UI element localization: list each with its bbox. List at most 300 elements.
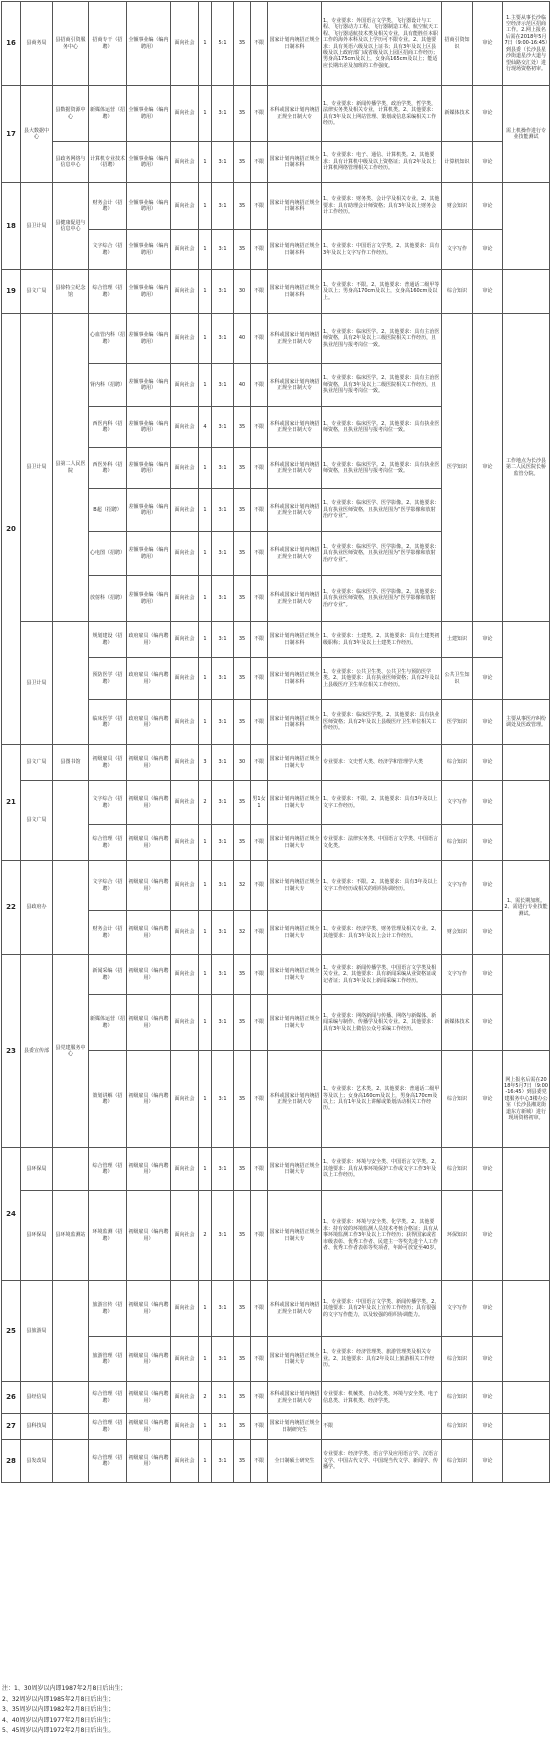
footnote-1: 注：1、30周岁以内即1987年2月8日后出生； [2, 1685, 127, 1692]
cell-exam: 新媒体技术 [442, 995, 473, 1051]
cell-target: 面向社会 [171, 911, 199, 955]
cell-num: 3 [199, 745, 212, 781]
cell-nature: 初级雇员（编内聘用） [127, 995, 171, 1051]
cell-req: 1、专业要求：新闻传播学类、中国语言文学类及相关专业。2、其他要求：具有新闻采编从业资格证或记者证；具有3年及以上新闻采编工作经历。 [322, 955, 442, 995]
cell-num: 1 [199, 1281, 212, 1337]
cell-post: 规划建设（招聘） [89, 622, 127, 658]
cell-ratio: 5:1 [212, 2, 234, 86]
cell-post: 文字综合（招聘） [89, 781, 127, 825]
cell-req: 1、专业要求：公共卫生类、公共卫生与预防医学类。2、其他要求：具有执业医师资格；具有2年及以上县级医疗卫生单位相关工作经历。 [322, 658, 442, 700]
cell-remark: 1、需长期加班。2、需进行专业技能测试。 [503, 861, 550, 955]
cell-ratio: 3:1 [212, 270, 234, 314]
cell-age: 40 [234, 364, 251, 407]
cell-post: 综合管理（招聘） [89, 1440, 127, 1483]
table-row [2, 622, 550, 658]
cell-exam: 综合知识 [442, 1382, 473, 1414]
cell-req: 不限 [322, 1414, 442, 1440]
cell-edu: 本科或国家计划内统招正规全日制大专 [268, 314, 322, 364]
cell-num: 1 [199, 1414, 212, 1440]
cell-nature: 初级雇员（编内聘用） [127, 1382, 171, 1414]
table-row [2, 1440, 550, 1483]
cell-method: 审论 [473, 1440, 503, 1483]
cell-req: 1、专业要求：经济管理类、旅游管理类及相关专业。2、其他要求：具有2年及以上旅游相关工作经历。 [322, 1337, 442, 1382]
cell-nature: 初级雇员（编内聘用） [127, 745, 171, 781]
cell-dept: 县科技局 [21, 1414, 53, 1440]
cell-edu: 国家计划内统招正规全日制大专 [268, 1191, 322, 1281]
cell-dept: 县发改局 [21, 1440, 53, 1483]
cell-target: 面向社会 [171, 1281, 199, 1337]
cell-nature: 差额事业编（编内聘用） [127, 407, 171, 448]
cell-gender: 不限 [251, 1337, 268, 1382]
cell-num: 1 [199, 142, 212, 183]
cell-post: 新媒体运营（招聘） [89, 86, 127, 142]
cell-post: 旅游宣传（招聘） [89, 1281, 127, 1337]
cell-post: 招商专干（招聘） [89, 2, 127, 86]
cell-req: 1、专业要求：环境与安全类、中国语言文学类。2、其他要求：具有从事环境保护工作或文字工作3年及以上工作经历。 [322, 1148, 442, 1191]
cell-target: 面向社会 [171, 781, 199, 825]
cell-nature: 初级雇员（编内聘用） [127, 1414, 171, 1440]
job-table [1, 1, 550, 1483]
cell-unit: 县健康促进与信息中心 [53, 183, 89, 270]
cell-method: 审论 [473, 622, 503, 658]
cell-method: 审论 [473, 1414, 503, 1440]
cell-edu: 本科或国家计划内统招正规全日制大专 [268, 1382, 322, 1414]
cell-num: 1 [199, 861, 212, 911]
cell-seq: 19 [2, 270, 21, 314]
cell-age: 30 [234, 270, 251, 314]
cell-ratio: 3:1 [212, 1382, 234, 1414]
cell-exam: 财会知识 [442, 183, 473, 230]
cell-num: 1 [199, 2, 212, 86]
cell-gender: 不限 [251, 532, 268, 576]
cell-edu: 国家计划内统招正规全日制大专 [268, 995, 322, 1051]
cell-target: 面向社会 [171, 489, 199, 532]
cell-gender: 不限 [251, 142, 268, 183]
cell-ratio: 3:1 [212, 532, 234, 576]
cell-gender: 不限 [251, 1414, 268, 1440]
cell-dept: 县环保局 [21, 1148, 53, 1191]
cell-target: 面向社会 [171, 142, 199, 183]
cell-target: 面向社会 [171, 955, 199, 995]
footnote-4: 4、40周岁以内即1977年2月8日后出生； [2, 1716, 115, 1724]
cell-req: 1、专业要求：网络新闻与传播、网络与新媒体、新闻采编与制作、传播学及相关专业。2、其他要求：具有3年及以上微信公众号采编工作经历。 [322, 995, 442, 1051]
cell-gender: 不限 [251, 489, 268, 532]
cell-num: 2 [199, 781, 212, 825]
cell-target: 面向社会 [171, 825, 199, 861]
cell-exam: 综合知识 [442, 745, 473, 781]
table-row [2, 314, 550, 364]
cell-age: 35 [234, 955, 251, 995]
cell-gender: 不限 [251, 407, 268, 448]
cell-edu: 本科或国家计划内统招正规全日制大专 [268, 1281, 322, 1337]
cell-exam: 文字写作 [442, 861, 473, 911]
cell-req: 1、专业要求：临床医学、医学影像。2、其他要求：具有执业医师资格，且执业范围为“医学影像和放射治疗专业”。 [322, 576, 442, 622]
cell-exam: 综合知识 [442, 1440, 473, 1483]
cell-post: 策划讲解（招聘） [89, 1051, 127, 1148]
cell-num: 1 [199, 1440, 212, 1483]
cell-nature: 差额事业编（编内聘用） [127, 448, 171, 489]
cell-edu: 本科或国家计划内统招正规全日制大专 [268, 86, 322, 142]
cell-edu: 国家计划内统招正规全日制大专 [268, 825, 322, 861]
cell-req: 专业要求：文史哲大类、经济学和管理学大类 [322, 745, 442, 781]
cell-target: 面向社会 [171, 448, 199, 489]
cell-exam: 文字写作 [442, 955, 473, 995]
cell-edu: 国家计划内统招正规全日制本科 [268, 230, 322, 270]
cell-unit: 县第二人民医院 [53, 314, 89, 622]
cell-gender: 不限 [251, 658, 268, 700]
cell-remark [503, 1414, 550, 1440]
cell-ratio: 3:1 [212, 995, 234, 1051]
cell-remark [503, 622, 550, 700]
cell-edu: 国家计划内统招正规全日制本科 [268, 700, 322, 745]
cell-nature: 初级雇员（编内聘用） [127, 911, 171, 955]
cell-nature: 全额事业编（编内聘用） [127, 2, 171, 86]
cell-nature: 初级雇员（编内聘用） [127, 1191, 171, 1281]
cell-post: 计算机专业技术（招聘） [89, 142, 127, 183]
cell-num: 1 [199, 448, 212, 489]
cell-req: 1、专业要求：临床医学、医学影像。2、其他要求：具有执业医师资格，且执业范围为“医学影像和放射治疗专业”。 [322, 532, 442, 576]
cell-nature: 全额事业编（编内聘用） [127, 142, 171, 183]
cell-post: 财务会计（招聘） [89, 183, 127, 230]
cell-ratio: 3:1 [212, 448, 234, 489]
cell-ratio: 3:1 [212, 1440, 234, 1483]
cell-gender: 不限 [251, 1191, 268, 1281]
cell-nature: 全额事业编（编内聘用） [127, 183, 171, 230]
cell-age: 35 [234, 1191, 251, 1281]
cell-age: 35 [234, 489, 251, 532]
cell-num: 4 [199, 407, 212, 448]
cell-unit: 县图书馆 [53, 745, 89, 781]
cell-exam: 环保知识 [442, 1191, 473, 1281]
cell-post: 初级雇员（招聘） [89, 745, 127, 781]
cell-num: 1 [199, 364, 212, 407]
cell-age: 35 [234, 781, 251, 825]
cell-unit: 县招商引资服务中心 [53, 2, 89, 86]
cell-method: 审论 [473, 142, 503, 183]
cell-remark: 主要从事医疗纠纷调处及医政管理。 [503, 700, 550, 745]
cell-ratio: 3:1 [212, 364, 234, 407]
cell-req: 1、专业要求：不限。2、其他要求：具有3年及以上文字工作经历或相关的组织协调经历。 [322, 861, 442, 911]
cell-gender: 男1女1 [251, 781, 268, 825]
cell-gender: 不限 [251, 1148, 268, 1191]
cell-gender: 不限 [251, 861, 268, 911]
cell-req: 1、专业要求：环境与安全类、化学类。2、其他要求：持有效的环境监测人员技术考核合格证；具有从事环境监测工作3年及以上工作经历；获得国家或省市级表彰、优秀工作者、民建主一等奖先进个人工作者、优秀工作者表彰等奖项者，年龄可放宽至40岁。 [322, 1191, 442, 1281]
table-row [2, 1148, 550, 1191]
cell-post: 心血管内科（招聘） [89, 314, 127, 364]
cell-num: 1 [199, 489, 212, 532]
cell-dept: 县卫计局 [21, 314, 53, 622]
cell-method: 审论 [473, 861, 503, 911]
cell-nature: 初级雇员（编内聘用） [127, 1051, 171, 1148]
cell-gender: 不限 [251, 995, 268, 1051]
cell-method: 审论 [473, 2, 503, 86]
cell-req: 1、专业要求：临床医学、医学影像。2、其他要求：具有执业医师资格，且执业范围为“医学影像和放射治疗专业”。 [322, 489, 442, 532]
cell-post: 综合管理（招聘） [89, 270, 127, 314]
cell-ratio: 3:1 [212, 314, 234, 364]
cell-method: 审论 [473, 1382, 503, 1414]
cell-req: 专业要求：经济学类、语言学及应用语言学、汉语言文学、中国古代文学、中国现当代文学、新闻学、传播学。 [322, 1440, 442, 1483]
cell-age: 30 [234, 745, 251, 781]
cell-age: 40 [234, 314, 251, 364]
cell-ratio: 3:1 [212, 576, 234, 622]
cell-method: 审论 [473, 781, 503, 825]
cell-num: 1 [199, 1337, 212, 1382]
cell-ratio: 3:1 [212, 622, 234, 658]
cell-age: 35 [234, 1281, 251, 1337]
cell-req: 1、专业要求：临床医学。2、其他要求：具有执业医师资格，且执业范围与报考岗位一致。 [322, 407, 442, 448]
cell-seq: 26 [2, 1382, 21, 1414]
cell-remark [503, 781, 550, 861]
cell-method: 审论 [473, 995, 503, 1051]
cell-nature: 全额事业编（编内聘用） [127, 86, 171, 142]
cell-req: 1、专业要求：临床医学。2、其他要求：具有执业医师资格，且执业范围与报考岗位一致。 [322, 448, 442, 489]
cell-ratio: 3:1 [212, 1414, 234, 1440]
cell-exam: 综合知识 [442, 1051, 473, 1148]
cell-req: 1、专业要求：中国语言文学类。2、其他要求：具有3年及以上文字写作工作经历。 [322, 230, 442, 270]
cell-target: 面向社会 [171, 1051, 199, 1148]
cell-method: 审论 [473, 700, 503, 745]
cell-seq: 16 [2, 2, 21, 86]
cell-nature: 全额事业编（编内聘用） [127, 230, 171, 270]
cell-num: 1 [199, 183, 212, 230]
table-row [2, 86, 550, 142]
table-row [2, 955, 550, 995]
table-row [2, 2, 550, 86]
cell-ratio: 3:1 [212, 955, 234, 995]
cell-req: 1、专业要求：经济学类、财务管理及相关专业。2、其他要求：具有3年及以上会计工作经历。 [322, 911, 442, 955]
cell-dept: 县文广局 [21, 745, 53, 781]
cell-num: 1 [199, 314, 212, 364]
cell-unit [53, 1440, 89, 1483]
cell-ratio: 3:1 [212, 230, 234, 270]
cell-exam: 文字写作 [442, 781, 473, 825]
cell-num: 1 [199, 270, 212, 314]
cell-dept: 县文广局 [21, 270, 53, 314]
cell-ratio: 3:1 [212, 1337, 234, 1382]
cell-seq: 17 [2, 86, 21, 183]
cell-num: 1 [199, 622, 212, 658]
cell-remark [503, 270, 550, 314]
table-row [2, 270, 550, 314]
table-row [2, 142, 550, 183]
cell-seq: 22 [2, 861, 21, 955]
cell-unit [53, 1414, 89, 1440]
cell-exam: 计算机知识 [442, 142, 473, 183]
cell-target: 面向社会 [171, 1337, 199, 1382]
cell-seq: 18 [2, 183, 21, 270]
cell-ratio: 3:1 [212, 1148, 234, 1191]
cell-edu: 国家计划内统招正规全日制研究生 [268, 1414, 322, 1440]
cell-req: 1、专业要求：外国语言文学类，飞行器设计与工程、飞行器动力工程、飞行器制造工程、航空航天工程、飞行器适航技术类及相关专业，具有能胜任本职工作的海外本科及以上学历可不限专业。2、其他要求：具有英语六级及以上证书；具有3年及以上区县级及以上政府部门或省级及以上园区招商工作经历；男身高175cm及以上，女身高165cm及以上；能适应长期出差及加班的工作强度。 [322, 2, 442, 86]
cell-unit: 县徐特立纪念馆 [53, 270, 89, 314]
cell-target: 面向社会 [171, 2, 199, 86]
footnote-3: 3、35周岁以内即1982年2月8日后出生； [2, 1706, 115, 1713]
document-page [0, 1, 550, 1746]
cell-ratio: 3:1 [212, 183, 234, 230]
cell-remark: 工作地点为长沙县第二人民医院长桥监管分院。 [503, 314, 550, 622]
cell-method: 审论 [473, 1281, 503, 1337]
cell-method: 审论 [473, 86, 503, 142]
cell-age: 35 [234, 230, 251, 270]
table-row [2, 183, 550, 230]
cell-edu: 本科或国家计划内统招正规全日制大专 [268, 1051, 322, 1148]
cell-edu: 本科或国家计划内统招正规全日制大专 [268, 576, 322, 622]
cell-edu: 本科或国家计划内统招正规全日制大专 [268, 407, 322, 448]
cell-age: 35 [234, 995, 251, 1051]
cell-target: 面向社会 [171, 700, 199, 745]
cell-gender: 不限 [251, 270, 268, 314]
cell-seq: 25 [2, 1281, 21, 1382]
cell-target: 面向社会 [171, 314, 199, 364]
cell-req: 1、专业要求：不限。2、其他要求：普通话二级甲等及以上；男身高170cm及以上，女身高160cm及以上。 [322, 270, 442, 314]
cell-edu: 国家计划内统招正规全日制本科 [268, 183, 322, 230]
cell-dept: 县卫计局 [21, 622, 53, 745]
cell-edu: 国家计划内统招正规全日制大专 [268, 781, 322, 825]
cell-target: 面向社会 [171, 364, 199, 407]
cell-post: 旅游管理（招聘） [89, 1337, 127, 1382]
cell-ratio: 3:1 [212, 825, 234, 861]
cell-edu: 国家计划内统招正规全日制大专 [268, 911, 322, 955]
cell-age: 35 [234, 142, 251, 183]
cell-dept: 县商务局 [21, 2, 53, 86]
cell-age: 35 [234, 825, 251, 861]
cell-age: 35 [234, 407, 251, 448]
cell-age: 35 [234, 1414, 251, 1440]
cell-req: 专业要求：法律实务类、中国语言文学类、中国语言文化类。 [322, 825, 442, 861]
cell-post: 综合管理（招聘） [89, 1148, 127, 1191]
cell-ratio: 3:1 [212, 861, 234, 911]
cell-exam: 综合知识 [442, 1414, 473, 1440]
cell-unit [53, 781, 89, 861]
cell-edu: 国家计划内统招正规全日制本科 [268, 622, 322, 658]
cell-exam: 文字写作 [442, 1281, 473, 1337]
cell-post: 财务会计（招聘） [89, 911, 127, 955]
cell-age: 35 [234, 1382, 251, 1414]
cell-unit: 县政务网络与信息中心 [53, 142, 89, 183]
cell-gender: 不限 [251, 314, 268, 364]
cell-gender: 不限 [251, 230, 268, 270]
cell-gender: 不限 [251, 183, 268, 230]
cell-nature: 政府雇员（编内聘用） [127, 658, 171, 700]
cell-dept: 县文广局 [21, 781, 53, 861]
cell-target: 面向社会 [171, 622, 199, 658]
cell-age: 35 [234, 183, 251, 230]
cell-dept: 县旅游局 [21, 1281, 53, 1382]
cell-age: 32 [234, 861, 251, 911]
cell-ratio: 3:1 [212, 1281, 234, 1337]
cell-age: 35 [234, 532, 251, 576]
cell-gender: 不限 [251, 1051, 268, 1148]
cell-age: 35 [234, 1148, 251, 1191]
cell-num: 1 [199, 230, 212, 270]
cell-nature: 差额事业编（编内聘用） [127, 532, 171, 576]
footnote-2: 2、32周岁以内即1985年2月8日后出生； [2, 1695, 115, 1703]
cell-seq: 28 [2, 1440, 21, 1483]
cell-post: 新闻采编（招聘） [89, 955, 127, 995]
cell-post: 文字综合（招聘） [89, 861, 127, 911]
cell-post: 综合管理（招聘） [89, 825, 127, 861]
cell-gender: 不限 [251, 1440, 268, 1483]
cell-remark [503, 1148, 550, 1281]
cell-method: 审论 [473, 955, 503, 995]
cell-remark [503, 183, 550, 270]
cell-edu: 本科或国家计划内统招正规全日制大专 [268, 532, 322, 576]
cell-target: 面向社会 [171, 576, 199, 622]
cell-nature: 初级雇员（编内聘用） [127, 1440, 171, 1483]
cell-dept: 县经信局 [21, 1382, 53, 1414]
cell-nature: 差额事业编（编内聘用） [127, 576, 171, 622]
cell-nature: 初级雇员（编内聘用） [127, 1281, 171, 1337]
cell-remark: 1.主要从事长沙临空经济示范区招商工作。2.网上报名后需在2018年5月7日（9:00-16:45）到县委（长沙县星沙街道星沙大道与望仙路交汇处）进行现场资格初审。 [503, 2, 550, 86]
cell-age: 35 [234, 1440, 251, 1483]
cell-remark [503, 1281, 550, 1382]
cell-exam: 财会知识 [442, 911, 473, 955]
cell-seq: 23 [2, 955, 21, 1148]
cell-exam: 综合知识 [442, 1337, 473, 1382]
cell-req: 专业要求：机械类、自动化类、环境与安全类、电子信息类、计算机类、经济学类。 [322, 1382, 442, 1414]
cell-post: 心电图（招聘） [89, 532, 127, 576]
cell-exam: 土建知识 [442, 622, 473, 658]
cell-num: 1 [199, 86, 212, 142]
table-row [2, 1414, 550, 1440]
cell-num: 1 [199, 532, 212, 576]
cell-req: 1、专业要求：财务类、会计学及相关专业。2、其他要求：具有助理会计师资格；具有3年及以上财务会计工作经历。 [322, 183, 442, 230]
cell-nature: 政府雇员（编内聘用） [127, 622, 171, 658]
cell-age: 35 [234, 1051, 251, 1148]
cell-ratio: 3:1 [212, 86, 234, 142]
cell-edu: 本科或国家计划内统招正规全日制大专 [268, 364, 322, 407]
cell-unit: 县党建服务中心 [53, 955, 89, 1148]
cell-nature: 初级雇员（编内聘用） [127, 825, 171, 861]
cell-method: 审论 [473, 825, 503, 861]
cell-target: 面向社会 [171, 1382, 199, 1414]
cell-post: 新媒体运营（招聘） [89, 995, 127, 1051]
cell-post: 综合管理（招聘） [89, 1382, 127, 1414]
cell-ratio: 3:1 [212, 1191, 234, 1281]
cell-ratio: 3:1 [212, 142, 234, 183]
table-row [2, 781, 550, 825]
cell-nature: 初级雇员（编内聘用） [127, 1148, 171, 1191]
footnotes [2, 1684, 542, 1737]
cell-age: 35 [234, 576, 251, 622]
cell-target: 面向社会 [171, 995, 199, 1051]
cell-ratio: 3:1 [212, 658, 234, 700]
cell-post: 综合管理（招聘） [89, 1414, 127, 1440]
cell-ratio: 3:1 [212, 781, 234, 825]
cell-target: 面向社会 [171, 183, 199, 230]
cell-edu: 国家计划内统招正规全日制大专 [268, 1148, 322, 1191]
cell-nature: 初级雇员（编内聘用） [127, 781, 171, 825]
cell-age: 35 [234, 700, 251, 745]
cell-unit: 县数据资源中心 [53, 86, 89, 142]
cell-target: 面向社会 [171, 86, 199, 142]
cell-gender: 不限 [251, 2, 268, 86]
cell-age: 35 [234, 622, 251, 658]
cell-remark [503, 1440, 550, 1483]
cell-edu: 国家计划内统招正规全日制大专 [268, 1337, 322, 1382]
cell-method: 审论 [473, 314, 503, 622]
cell-num: 1 [199, 1148, 212, 1191]
cell-unit: 县环境监测站 [53, 1191, 89, 1281]
cell-ratio: 3:1 [212, 1051, 234, 1148]
cell-method: 审论 [473, 183, 503, 230]
cell-gender: 不限 [251, 364, 268, 407]
cell-unit [53, 1382, 89, 1414]
cell-target: 面向社会 [171, 745, 199, 781]
cell-age: 35 [234, 2, 251, 86]
cell-nature: 初级雇员（编内聘用） [127, 955, 171, 995]
table-row [2, 745, 550, 781]
